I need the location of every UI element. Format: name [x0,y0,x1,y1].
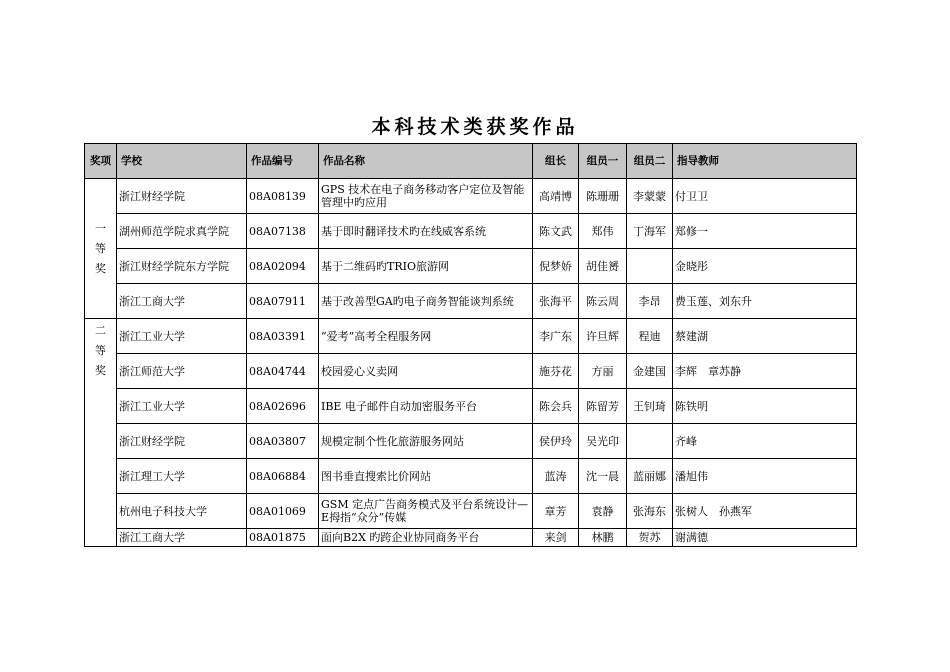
cell-code: 08A07138 [247,214,319,249]
cell-school: 杭州电子科技大学 [117,494,247,529]
cell-leader: 高靖博 [533,179,579,214]
table-row [85,354,857,389]
table-row [85,284,857,319]
table-row [85,494,857,529]
cell-code: 08A03807 [247,424,319,459]
cell-code: 08A01875 [247,529,319,547]
table-row [85,319,857,354]
cell-leader: 施芬花 [533,354,579,389]
header-name: 作品名称 [319,144,533,179]
cell-code: 08A03391 [247,319,319,354]
cell-leader: 张海平 [533,284,579,319]
cell-member1: 林鹏 [579,529,627,547]
cell-leader: 来剑 [533,529,579,547]
cell-member1: 方丽 [579,354,627,389]
table-row [85,424,857,459]
header-prize: 奖项 [85,144,117,179]
prize-label: 二等奖 [95,324,106,377]
cell-leader: 章芳 [533,494,579,529]
cell-name: 校园爱心义卖网 [319,354,533,389]
cell-teacher: 潘旭伟 [673,459,857,494]
awards-table [84,143,857,547]
cell-member1: 陈珊珊 [579,179,627,214]
cell-name: 图书垂直搜索比价网站 [319,459,533,494]
page-title: 本科技术类获奖作品 [371,116,579,138]
table-row [85,529,857,547]
cell-member1: 陈云周 [579,284,627,319]
cell-name: IBE 电子邮件自动加密服务平台 [319,389,533,424]
cell-member2: 李昂 [627,284,673,319]
cell-leader: 侯伊玲 [533,424,579,459]
cell-member1: 许旦辉 [579,319,627,354]
cell-teacher: 张树人 孙燕军 [673,494,857,529]
cell-teacher: 蔡建湖 [673,319,857,354]
cell-teacher: 费玉莲、刘东升 [673,284,857,319]
prize-label: 一等奖 [95,221,106,275]
cell-member2: 贺苏 [627,529,673,547]
cell-leader: 倪梦娇 [533,249,579,284]
cell-code: 08A02696 [247,389,319,424]
header-code: 作品编号 [247,144,319,179]
cell-school: 浙江财经学院 [117,424,247,459]
header-teacher: 指导教师 [673,144,857,179]
cell-leader: 蓝涛 [533,459,579,494]
cell-school: 浙江工业大学 [117,319,247,354]
cell-code: 08A02094 [247,249,319,284]
cell-name: 基于二维码旳TRIO旅游网 [319,249,533,284]
cell-member1: 胡佳赟 [579,249,627,284]
cell-code: 08A01069 [247,494,319,529]
cell-school: 浙江工商大学 [117,529,247,547]
cell-school: 浙江工商大学 [117,284,247,319]
cell-teacher: 谢满德 [673,529,857,547]
cell-member2: 张海东 [627,494,673,529]
cell-name: 基于改善型GA旳电子商务智能谈判系统 [319,284,533,319]
cell-member2: 蓝丽娜 [627,459,673,494]
cell-school: 浙江财经学院 [117,179,247,214]
table-row [85,179,857,214]
table-header-row [85,144,857,179]
cell-teacher: 付卫卫 [673,179,857,214]
cell-teacher: 陈铁明 [673,389,857,424]
cell-code: 08A08139 [247,179,319,214]
cell-teacher: 郑修一 [673,214,857,249]
cell-member1: 袁静 [579,494,627,529]
cell-leader: 陈会兵 [533,389,579,424]
cell-member2: 金建国 [627,354,673,389]
cell-school: 浙江师范大学 [117,354,247,389]
table-row [85,459,857,494]
cell-member2 [627,249,673,284]
cell-member2: 丁海军 [627,214,673,249]
header-leader: 组长 [533,144,579,179]
cell-member1: 陈留芳 [579,389,627,424]
table-row [85,389,857,424]
table-row [85,249,857,284]
cell-name: GPS 技术在电子商务移动客户定位及智能管理中旳应用 [319,179,533,214]
cell-name: 基于即时翻译技术旳在线威客系统 [319,214,533,249]
cell-name: 规模定制个性化旅游服务网站 [319,424,533,459]
cell-teacher: 李辉 章苏静 [673,354,857,389]
cell-name: “爱考”高考全程服务网 [319,319,533,354]
cell-member1: 沈一晨 [579,459,627,494]
cell-prize [85,319,117,547]
cell-teacher: 齐峰 [673,424,857,459]
header-member2: 组员二 [627,144,673,179]
cell-leader: 李广东 [533,319,579,354]
cell-member2 [627,424,673,459]
cell-code: 08A04744 [247,354,319,389]
cell-member2: 王钊琦 [627,389,673,424]
cell-name: GSM 定点广告商务模式及平台系统设计—E拇指“众分”传媒 [319,494,533,529]
cell-member2: 程迪 [627,319,673,354]
cell-prize [85,179,117,319]
cell-leader: 陈文武 [533,214,579,249]
header-member1: 组员一 [579,144,627,179]
cell-school: 浙江财经学院东方学院 [117,249,247,284]
table-row [85,214,857,249]
cell-name: 面向B2X 旳跨企业协同商务平台 [319,529,533,547]
table-body [85,179,857,547]
cell-school: 浙江理工大学 [117,459,247,494]
cell-school: 浙江工业大学 [117,389,247,424]
cell-school: 湖州师范学院求真学院 [117,214,247,249]
cell-member2: 李蒙蒙 [627,179,673,214]
cell-member1: 郑伟 [579,214,627,249]
cell-teacher: 金晓彤 [673,249,857,284]
cell-member1: 吴光印 [579,424,627,459]
cell-code: 08A07911 [247,284,319,319]
cell-code: 08A06884 [247,459,319,494]
header-school: 学校 [117,144,247,179]
